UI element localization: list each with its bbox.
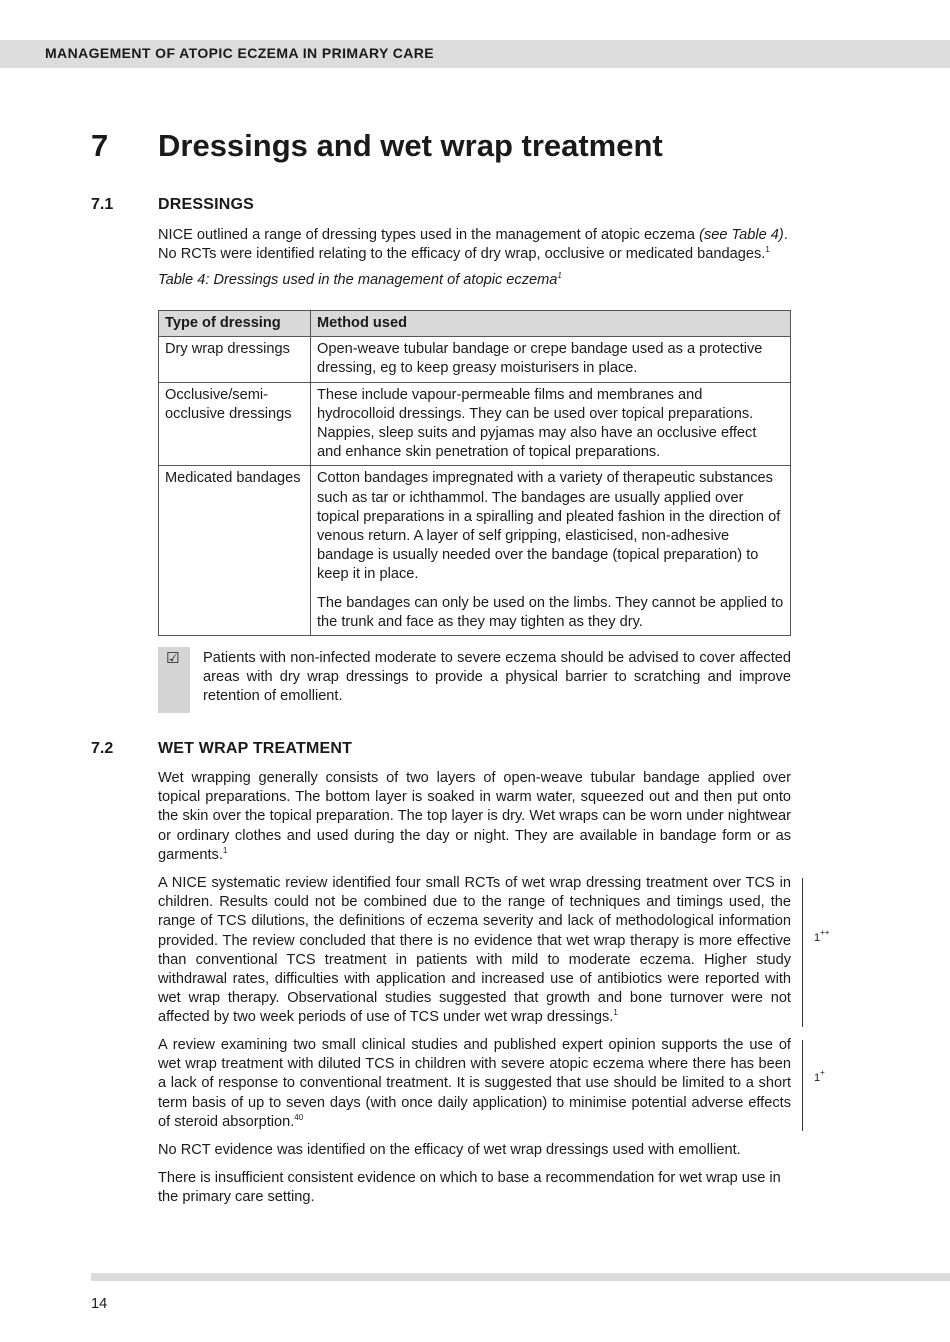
recommendation-text: Patients with non-infected moderate to severe eczema should be advised to cover affected areas with dry wrap dressings to provide a physical barrier to scratching and improve retention of emollient. [203,650,791,705]
table-row [159,337,791,382]
method-paragraph: The bandages can only be used on the limbs. They cannot be applied to the trunk and face as they may tighten as they dry. [317,594,784,630]
evidence-bar [802,1040,803,1131]
section-intro: NICE outlined a range of dressing types used in the management of atopic eczema (see Table 4). No RCTs were identified relating to the efficacy of dry wrap, occlusive or medicated bandages.$^1$ [158,227,788,263]
section-title: DRESSINGS [158,196,255,213]
citation: 1 [557,271,562,280]
paragraph: There is insufficient consistent evidence on which to base a recommendation for wet wrap use in the primary care setting. [158,1170,781,1206]
citation: 1 [222,845,228,855]
footer-band [91,1273,950,1281]
section-number: 7.2 [91,740,114,757]
citation: 40 [294,1112,304,1122]
method-cell: Open-weave tubular bandage or crepe bandage used as a protective dressing, eg to keep greasy moisturisers in place. [311,337,791,382]
citation: 1 [765,245,770,255]
dressing-type-cell: Medicated bandages [159,466,311,636]
dressing-type-cell: Dry wrap dressings [159,337,311,382]
method-cell [311,466,791,636]
paragraph: A review examining two small clinical studies and published expert opinion supports the use of wet wrap treatment with diluted TCS in children with severe atopic eczema where there has been a lack of response to conventional treatment. It is suggested that use should be limited to a short term basis of up to seven days (with once daily application) to minimise potential adverse effects of steroid absorption.$^{40}$ [158,1037,791,1130]
evidence-level: 1++ [814,928,830,944]
column-header: Type of dressing [159,311,311,337]
method-paragraph: Cotton bandages impregnated with a variety of therapeutic substances such as tar or ichthammol. The bandages are usually applied over topical preparations in a spiralling and pleated fashion in the direction of venous return. A layer of self gripping, elasticised, non-adhesive bandage is usually needed over the bandage (topical preparation) to keep it in place. [317,470,781,583]
table-reference: (see Table 4) [699,227,784,243]
evidence-bar [802,878,803,1027]
table-caption: Table 4: Dressings used in the management of atopic eczema$^1$ [158,271,562,288]
evidence-level: 1+ [814,1068,825,1084]
section-number: 7.1 [91,196,114,213]
dressings-table [158,310,791,636]
table-row [159,382,791,466]
column-header: Method used [311,311,791,337]
citation: 1 [613,1008,618,1018]
section-title: WET WRAP TREATMENT [158,740,353,757]
checkbox-checked-icon: ☑ [166,649,180,667]
chapter-title: Dressings and wet wrap treatment [158,128,663,163]
paragraph: No RCT evidence was identified on the efficacy of wet wrap dressings used with emollient. [158,1142,741,1158]
table-row [159,466,791,636]
dressing-type-cell: Occlusive/semi-occlusive dressings [159,382,311,466]
chapter-number: 7 [91,128,109,163]
method-cell: These include vapour-permeable films and membranes and hydrocolloid dressings. They can be used over topical preparations. Nappies, sleep suits and pyjamas may also have an occlusive effect and enhance skin penetration of topical preparations. [311,382,791,466]
table-header-row [159,311,791,337]
paragraph: A NICE systematic review identified four small RCTs of wet wrap dressing treatment over TCS in children. Results could not be combined due to the range of techniques and timings used, the range of TCS dilutions, the definitions of eczema severity and lack of methodological information provided. The review concluded that there is no evidence that wet wrap therapy is more effective than conventional TCS treatment in patients with mild to moderate eczema. Higher study withdrawal rates, difficulties with application and increased use of antibiotics were reported with wet wrap therapy. Observational studies suggested that growth and bone turnover were not affected by two week periods of use of TCS under wet wrap dressings.$^1$ [158,875,791,1026]
paragraph: Wet wrapping generally consists of two layers of open-weave tubular bandage applied over topical preparations. The bottom layer is soaked in warm water, squeezed out and then put onto the skin over the topical preparation. The top layer is dry. Wet wraps can be worn under nightwear or ordinary clothes and used during the day or night. They are available in bandage form or as garments.$^1$ [158,770,791,863]
page-number: 14 [91,1296,108,1312]
running-header: MANAGEMENT OF ATOPIC ECZEMA IN PRIMARY CARE [45,45,434,61]
